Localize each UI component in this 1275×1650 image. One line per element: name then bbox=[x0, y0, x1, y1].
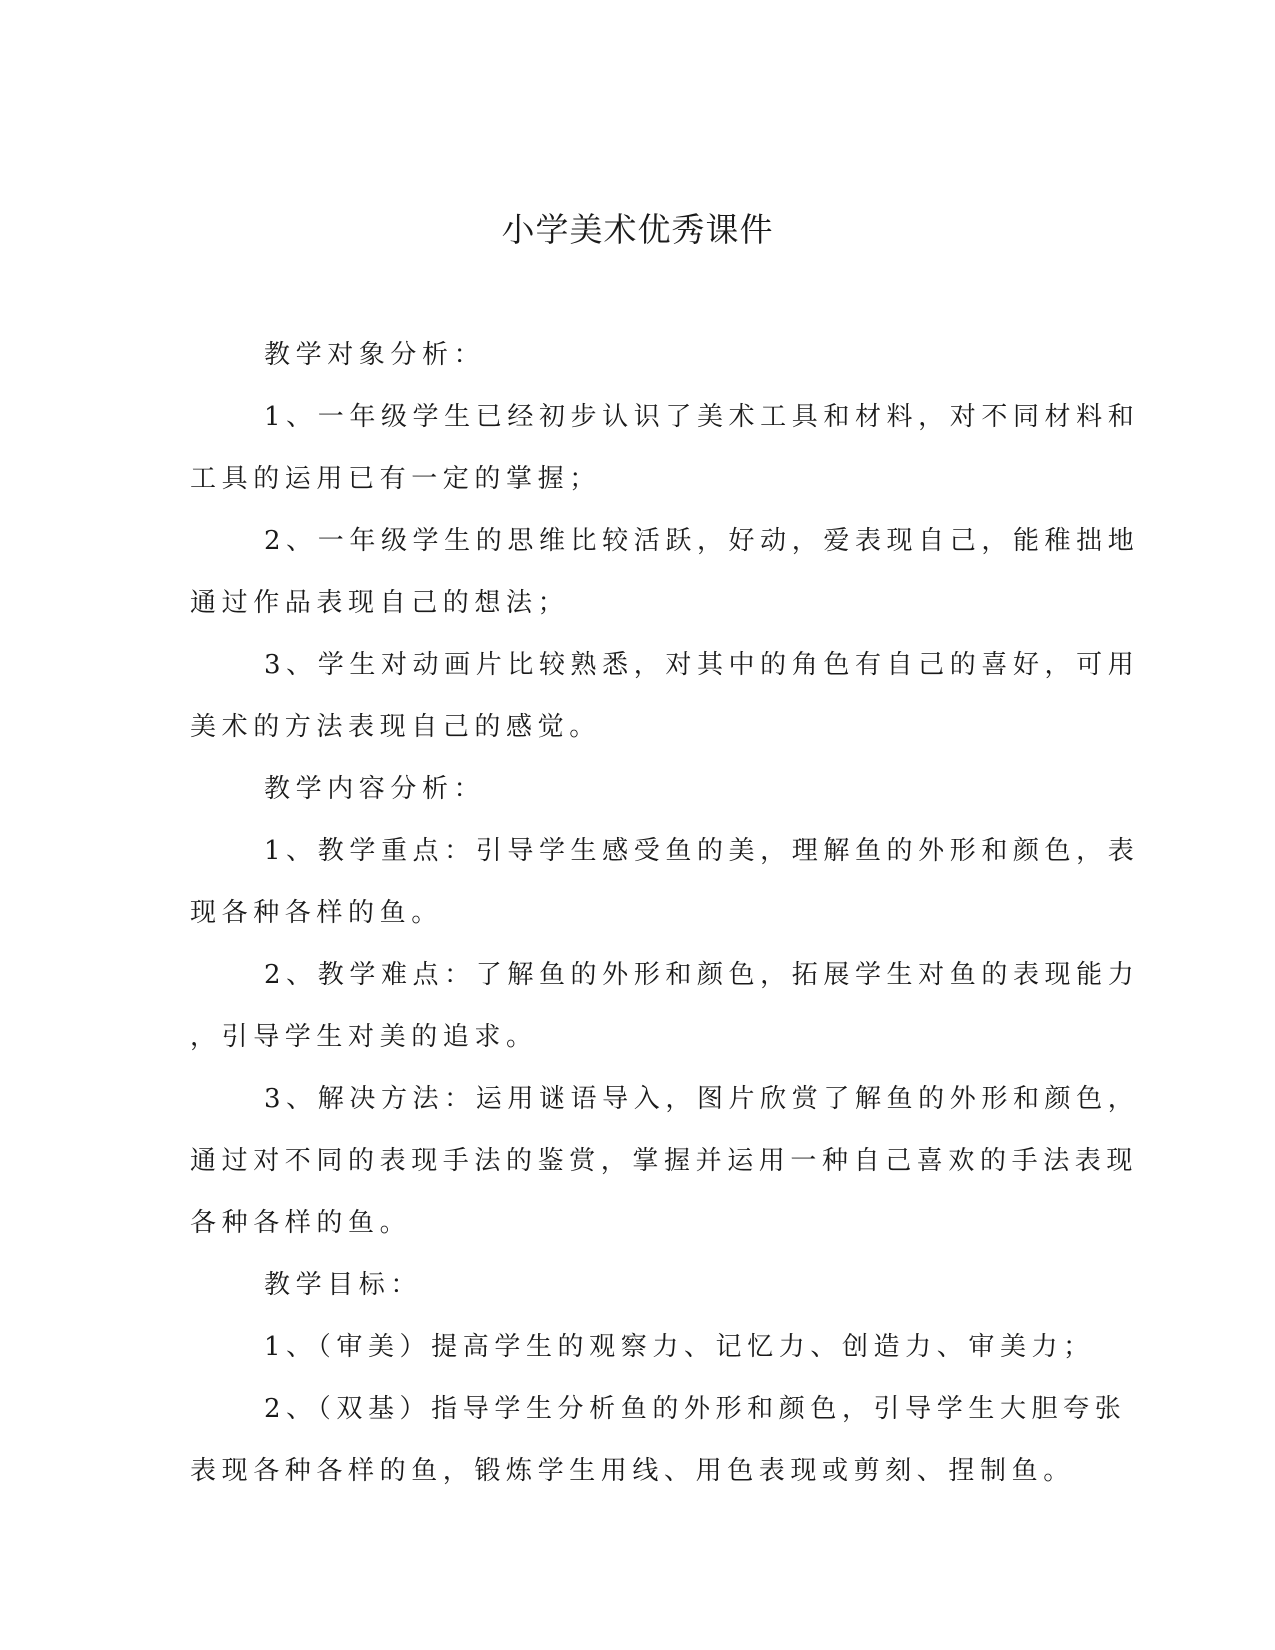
paragraph-line: 表现各种各样的鱼，锻炼学生用线、用色表现或剪刻、捏制鱼。 bbox=[190, 1456, 1075, 1486]
paragraph-line: 通过对不同的表现手法的鉴赏，掌握并运用一种自己喜欢的手法表现 bbox=[190, 1146, 1139, 1176]
paragraph-line: 3、学生对动画片比较熟悉，对其中的角色有自己的喜好，可用 bbox=[264, 650, 1140, 680]
paragraph-line: 1、教学重点：引导学生感受鱼的美，理解鱼的外形和颜色，表 bbox=[264, 836, 1140, 866]
document-body bbox=[190, 324, 1140, 1502]
paragraph-line: 通过作品表现自己的想法； bbox=[190, 588, 570, 618]
section-heading-student-analysis: 教学对象分析： bbox=[264, 340, 486, 370]
paragraph-line: 美术的方法表现自己的感觉。 bbox=[190, 712, 601, 742]
paragraph-line: 2、一年级学生的思维比较活跃，好动，爱表现自己，能稚拙地 bbox=[264, 526, 1140, 556]
paragraph-line: ，引导学生对美的追求。 bbox=[190, 1022, 538, 1052]
paragraph-line: 2、（双基）指导学生分析鱼的外形和颜色，引导学生大胆夸张 bbox=[264, 1394, 1127, 1424]
section-heading-teaching-goals: 教学目标： bbox=[264, 1270, 423, 1300]
paragraph-line: 各种各样的鱼。 bbox=[190, 1208, 412, 1238]
paragraph-line: 1、（审美）提高学生的观察力、记忆力、创造力、审美力； bbox=[264, 1332, 1095, 1362]
paragraph-line: 2、教学难点：了解鱼的外形和颜色，拓展学生对鱼的表现能力 bbox=[264, 960, 1140, 990]
paragraph-line: 1、一年级学生已经初步认识了美术工具和材料，对不同材料和 bbox=[264, 402, 1140, 432]
paragraph-line: 现各种各样的鱼。 bbox=[190, 898, 443, 928]
paragraph-line: 3、解决方法：运用谜语导入，图片欣赏了解鱼的外形和颜色， bbox=[264, 1084, 1140, 1114]
paragraph-line: 工具的运用已有一定的掌握； bbox=[190, 464, 601, 494]
document-title: 小学美术优秀课件 bbox=[501, 210, 774, 249]
section-heading-content-analysis: 教学内容分析： bbox=[264, 774, 486, 804]
